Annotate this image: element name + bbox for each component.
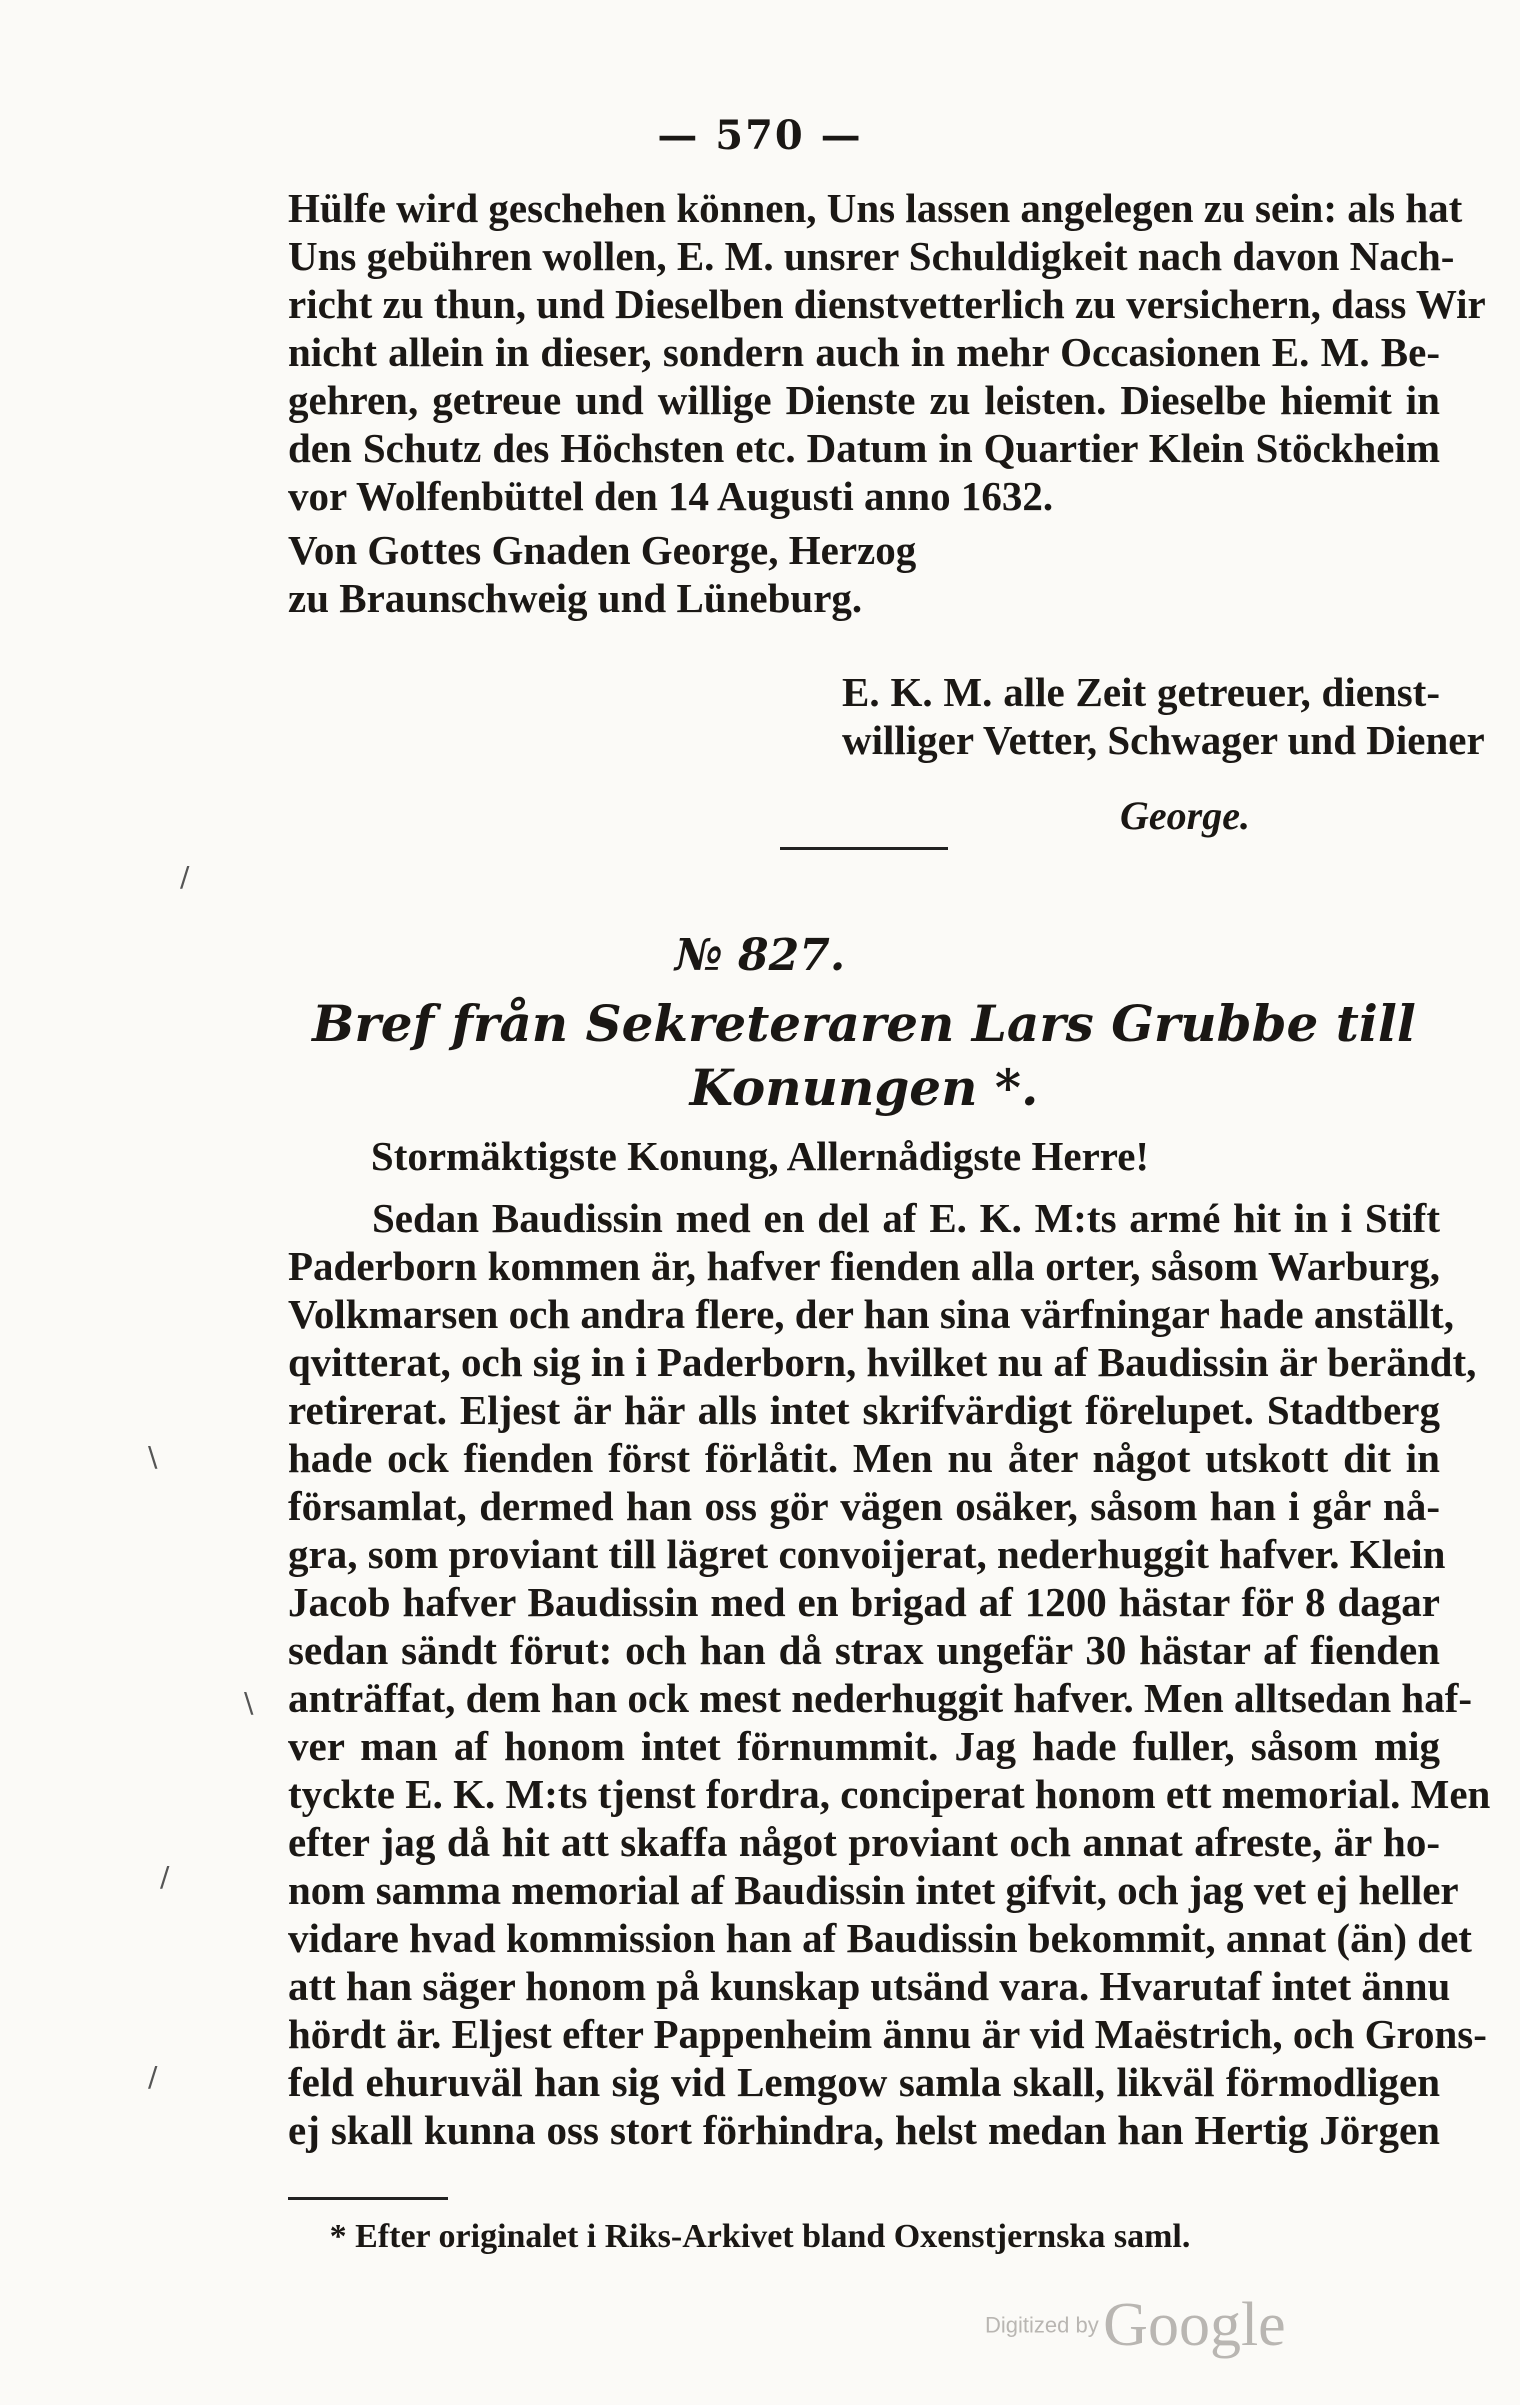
letter-closing bbox=[842, 668, 1485, 764]
text-line: anträffat, dem han ock mest nederhuggit hafver. Men alltsedan haf- bbox=[288, 1675, 1473, 1721]
sender-line: zu Braunschweig und Lüneburg. bbox=[288, 575, 863, 621]
text-line: den Schutz des Höchsten etc. Datum in Quartier Klein Stöckheim bbox=[288, 425, 1440, 471]
text-line: Jacob hafver Baudissin med en brigad af 1200 hästar för 8 dagar bbox=[288, 1579, 1440, 1625]
signature: George. bbox=[1120, 793, 1250, 838]
text-line: hade ock fienden först förlåtit. Men nu åter något utskott dit in bbox=[288, 1435, 1440, 1481]
scan-speck: / bbox=[180, 860, 190, 893]
text-line: församlat, dermed han oss gör vägen osäker, såsom han i går nå- bbox=[288, 1483, 1440, 1529]
text-line: vidare hvad kommission han af Baudissin bekommit, annat (än) det bbox=[288, 1915, 1472, 1961]
scan-speck: / bbox=[148, 2060, 158, 2093]
text-line: gra, som proviant till lägret convoijerat, nederhuggit hafver. Klein bbox=[288, 1531, 1446, 1577]
document-number: № 827. bbox=[674, 930, 846, 981]
text-line: richt zu thun, und Dieselben dienstvetterlich zu versichern, dass Wir bbox=[288, 281, 1486, 327]
title-line: Bref från Sekreteraren Lars Grubbe till bbox=[312, 994, 1416, 1053]
text-line: nom samma memorial af Baudissin intet gifvit, och jag vet ej heller bbox=[288, 1867, 1459, 1913]
text-line: Hülfe wird geschehen können, Uns lassen angelegen zu sein: als hat bbox=[288, 185, 1463, 231]
sender-line: Von Gottes Gnaden George, Herzog bbox=[288, 527, 917, 573]
watermark-prefix: Digitized by bbox=[985, 2312, 1099, 2338]
text-line: Volkmarsen och andra flere, der han sina värfningar hade anställt, bbox=[288, 1291, 1454, 1337]
footnote-divider bbox=[288, 2197, 448, 2200]
text-line: nicht allein in dieser, sondern auch in mehr Occasionen E. M. Be- bbox=[288, 329, 1440, 375]
closing-line: E. K. M. alle Zeit getreuer, dienst- bbox=[842, 669, 1440, 715]
text-line: ver man af honom intet förnummit. Jag hade fuller, såsom mig bbox=[288, 1723, 1440, 1769]
text-line: tyckte E. K. M:ts tjenst fordra, conciperat honom ett memorial. Men bbox=[288, 1771, 1491, 1817]
watermark-brand: Google bbox=[1103, 2291, 1286, 2359]
text-line: sedan sändt förut: och han då strax ungefär 30 hästar af fienden bbox=[288, 1627, 1440, 1673]
text-line: retirerat. Eljest är här alls intet skrifvärdigt förelupet. Stadtberg bbox=[288, 1387, 1440, 1433]
text-line: feld ehuruväl han sig vid Lemgow samla skall, likväl förmodligen bbox=[288, 2059, 1440, 2105]
salutation: Stormäktigste Konung, Allernådigste Herre! bbox=[370, 1133, 1150, 1179]
scan-speck: / bbox=[160, 1860, 170, 1893]
section-divider bbox=[780, 847, 948, 850]
letter-body bbox=[288, 1194, 1491, 2154]
document-title bbox=[288, 992, 1440, 1120]
closing-line: williger Vetter, Schwager und Diener bbox=[842, 717, 1485, 763]
text-line: vor Wolfenbüttel den 14 Augusti anno 1632. bbox=[288, 473, 1054, 519]
text-line: Paderborn kommen är, hafver fienden alla orter, såsom Warburg, bbox=[288, 1243, 1440, 1289]
scan-speck: \ bbox=[244, 1686, 254, 1719]
title-line: Konungen *. bbox=[689, 1058, 1039, 1117]
text-line: ej skall kunna oss stort förhindra, helst medan han Hertig Jörgen bbox=[288, 2107, 1440, 2153]
footnote: * Efter originalet i Riks-Arkivet bland Oxenstjernska saml. bbox=[329, 2218, 1191, 2255]
text-line: hördt är. Eljest efter Pappenheim ännu är vid Maëstrich, och Grons- bbox=[288, 2011, 1487, 2057]
text-line: qvitterat, och sig in i Paderborn, hvilket nu af Baudissin är berändt, bbox=[288, 1339, 1477, 1385]
google-watermark bbox=[985, 2290, 1286, 2361]
letter-continuation bbox=[288, 184, 1486, 622]
page-number: — 570 — bbox=[657, 112, 863, 159]
text-line: gehren, getreue und willige Dienste zu leisten. Dieselbe hiemit in bbox=[288, 377, 1440, 423]
text-line: efter jag då hit att skaffa något proviant och annat afreste, är ho- bbox=[288, 1819, 1440, 1865]
text-line: Sedan Baudissin med en del af E. K. M:ts armé hit in i Stift bbox=[372, 1195, 1440, 1241]
scan-speck: \ bbox=[148, 1440, 158, 1473]
text-line: Uns gebühren wollen, E. M. unsrer Schuldigkeit nach davon Nach- bbox=[288, 233, 1455, 279]
text-line: att han säger honom på kunskap utsänd vara. Hvarutaf intet ännu bbox=[288, 1963, 1451, 2009]
